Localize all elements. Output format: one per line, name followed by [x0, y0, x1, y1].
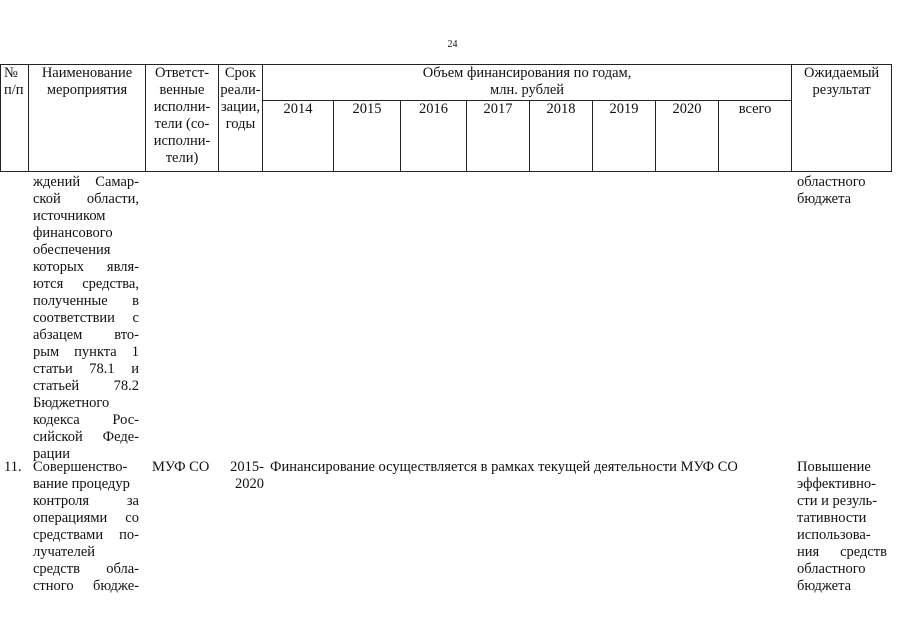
row-11-result-line: областного	[797, 561, 866, 577]
row-1-name-line: сийской Феде-	[33, 429, 139, 445]
page-number: 24	[447, 39, 458, 50]
row-1-name-line: статьей 78.2	[33, 378, 139, 394]
table-body	[0, 172, 905, 640]
header-responsible: Ответст- венные исполни- тели (со- исполни- тели)	[146, 65, 219, 172]
row-1-name-line: полученные в	[33, 293, 139, 309]
row-11-result	[797, 459, 887, 595]
header-term: Срок реали- зации, годы	[219, 65, 263, 172]
header-year: 2017	[467, 101, 530, 172]
header-year: 2020	[656, 101, 719, 172]
row-11-name-line: лучателей	[33, 544, 96, 560]
row-11-result-line: тативности	[797, 510, 867, 526]
row-1-name	[33, 174, 139, 463]
row-11-result-line: сти и резуль-	[797, 493, 878, 509]
row-1-result-line: областного	[797, 174, 866, 190]
header-year-total: всего	[719, 101, 792, 172]
row-11-result-line: Повышение	[797, 459, 871, 475]
header-year: 2014	[263, 101, 334, 172]
row-1-name-line: абзацем вто-	[33, 327, 139, 343]
header-year: 2016	[401, 101, 467, 172]
row-1-name-line: статьи 78.1 и	[33, 361, 139, 377]
row-11-name-line: операциями со	[33, 510, 139, 526]
funding-table-header	[0, 64, 892, 172]
row-11-name-line: стного бюдже-	[33, 578, 139, 594]
row-11-name-line: вание процедур	[33, 476, 130, 492]
header-funding: Объем финансирования по годам, млн. рублей	[263, 65, 792, 101]
header-year: 2018	[530, 101, 593, 172]
row-1-name-line: соответствии с	[33, 310, 139, 326]
row-1-name-line: финансового	[33, 225, 113, 241]
row-11-term-line: 2020	[235, 476, 264, 492]
row-1-name-line: которых явля-	[33, 259, 139, 275]
row-1-result-line: бюджета	[797, 191, 852, 207]
row-1-name-line: ской области,	[33, 191, 139, 207]
row-1-name-line: ждений Самар-	[33, 174, 139, 190]
row-11-name-line: средств обла-	[33, 561, 139, 577]
row-1-result	[797, 174, 892, 208]
header-num: № п/п	[1, 65, 29, 172]
row-11-result-line: использова-	[797, 527, 871, 543]
row-11-name-line: контроля за	[33, 493, 139, 509]
header-result: Ожидаемый результат	[792, 65, 892, 172]
row-11-term-line: 2015-	[230, 459, 264, 475]
row-11-result-line: бюджета	[797, 578, 852, 594]
row-1-name-line: ются средства,	[33, 276, 139, 292]
row-1-name-line: обеспечения	[33, 242, 111, 258]
row-11-result-line: ния средств	[797, 544, 887, 560]
row-11-name-line: средствами по-	[33, 527, 139, 543]
row-1-name-line: рым пункта 1	[33, 344, 139, 360]
row-11-name	[33, 459, 139, 595]
row-1-name-line: рации	[33, 446, 70, 462]
row-11-funding-note: Финансирование осуществляется в рамках текущей деятельности МУФ СО	[270, 459, 738, 475]
row-1-name-line: источником	[33, 208, 106, 224]
header-name: Наименование мероприятия	[29, 65, 146, 172]
row-11-result-line: эффективно-	[797, 476, 876, 492]
row-11-name-line: Совершенство-	[33, 459, 128, 475]
header-year: 2019	[593, 101, 656, 172]
header-year: 2015	[334, 101, 401, 172]
row-1-name-line: кодекса Рос-	[33, 412, 139, 428]
row-11-number: 11.	[4, 459, 22, 475]
row-1-name-line: Бюджетного	[33, 395, 110, 411]
row-11-term	[224, 459, 264, 493]
row-11-responsible: МУФ СО	[152, 459, 210, 475]
